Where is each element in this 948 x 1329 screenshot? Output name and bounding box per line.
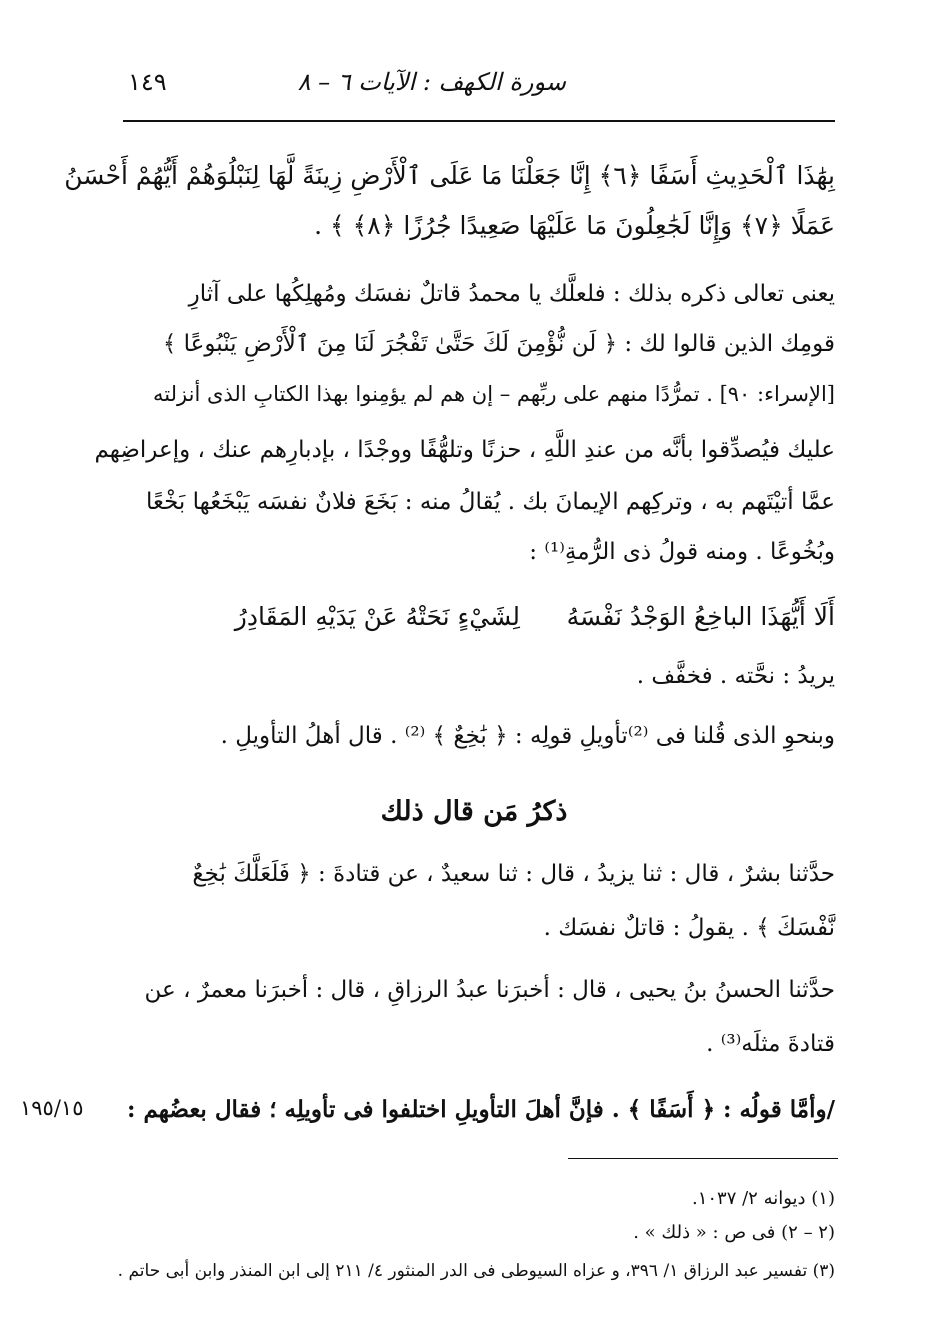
verse-line: بِهَٰذَا ٱلْحَدِيثِ أَسَفًا ﴿٦﴾ إِنَّا جَعَلْنَا مَا عَلَى ٱلْأَرْضِ زِينَةً لَّهَا لِنَبْلُوَهُمْ أَيُّهُمْ أَحْسَنُ — [64, 161, 835, 190]
body-line: وبنحوِ الذى قُلنا فى ⁽²⁾تأويلِ قولِه : ﴿ بَٰخِعٌ ﴾ ⁽²⁾ . قال أهلُ التأويلِ . — [220, 723, 835, 749]
footnote-rule — [568, 1158, 838, 1159]
narration-line: حدَّثنا الحسنُ بنُ يحيى ، قال : أخبرَنا عبدُ الرزاقِ ، قال : أخبرَنا معمرٌ ، عن — [144, 977, 835, 1003]
footnote: (٢ – ٢) فى ص : « ذلك » . — [633, 1222, 835, 1243]
verse-line: عَمَلًا ﴿٧﴾ وَإِنَّا لَجَٰعِلُونَ مَا عَلَيْهَا صَعِيدًا جُرُزًا ﴿٨﴾ ﴾ . — [314, 211, 835, 240]
narration-line: /وأمَّا قولُه : ﴿ أَسَفًا ﴾ . فإنَّ أهلَ التأويلِ اختلفوا فى تأويلِه ؛ فقال بعضُهم : — [126, 1096, 835, 1123]
body-line: عمَّا أتيْتَهم به ، وتركِهم الإيمانَ بك . يُقالُ منه : بَخَعَ فلانٌ نفسَه يَبْخَعُها بَخْعًا — [145, 489, 835, 515]
margin-reference: ١٩٥/١٥ — [20, 1096, 84, 1120]
narration-line: نَّفْسَكَ ﴾ . يقولُ : قاتلٌ نفسَك . — [543, 915, 835, 941]
body-line: يعنى تعالى ذكره بذلك : فلعلَّك يا محمدُ قاتلٌ نفسَك ومُهلِكُها على آثارِ — [188, 281, 835, 307]
body-line: عليك فيُصدِّقوا بأنَّه من عندِ اللَّهِ ، حزنًا وتلهُّفًا ووجْدًا ، بإدبارِهم عنك ، وإعراضِهم — [94, 437, 835, 463]
poem-first-hemistich: أَلَا أَيُّهَذَا الباخِعُ الوَجْدُ نَفْسَهُ — [566, 602, 835, 631]
body-line: [الإسراء: ٩٠] . تمرُّدًا منهم على ربِّهم – إن هم لم يؤمِنوا بهذا الكتابِ الذى أنزلته — [153, 382, 835, 406]
section-heading: ذكرُ مَن قال ذلك — [380, 796, 568, 827]
body-line: يريدُ : نحَّته . فخفَّف . — [636, 663, 835, 689]
narration-line: قتادةَ مثلَه⁽³⁾ . — [706, 1031, 835, 1057]
header-rule — [123, 120, 835, 122]
narration-line: حدَّثنا بشرٌ ، قال : ثنا يزيدُ ، قال : ثنا سعيدٌ ، عن قتادةَ : ﴿ فَلَعَلَّكَ بَٰخِعٌ — [192, 861, 835, 887]
running-title: سورة الكهف : الآيات ٦ – ٨ — [297, 68, 566, 96]
body-line: قومِك الذين قالوا لك : ﴿ لَن نُّؤْمِنَ لَكَ حَتَّىٰ تَفْجُرَ لَنَا مِنَ ٱلْأَرْضِ يَنْبُوعًا ﴾ — [162, 331, 835, 357]
footnote: (١) ديوانه ٢/ ١٠٣٧. — [691, 1188, 835, 1209]
poem-second-hemistich: لِشَيْءٍ نَحَتْهُ عَنْ يَدَيْهِ المَقَادِرُ — [234, 602, 520, 631]
footnote: (٣) تفسير عبد الرزاق ١/ ٣٩٦، و عزاه السيوطى فى الدر المنثور ٤/ ٢١١ إلى ابن المنذر وابن أبى حاتم . — [117, 1261, 835, 1281]
body-line: وبُخُوعًا . ومنه قولُ ذى الرُّمةِ⁽¹⁾ : — [529, 539, 835, 565]
page-number: ١٤٩ — [128, 68, 167, 96]
page-header — [120, 62, 836, 106]
